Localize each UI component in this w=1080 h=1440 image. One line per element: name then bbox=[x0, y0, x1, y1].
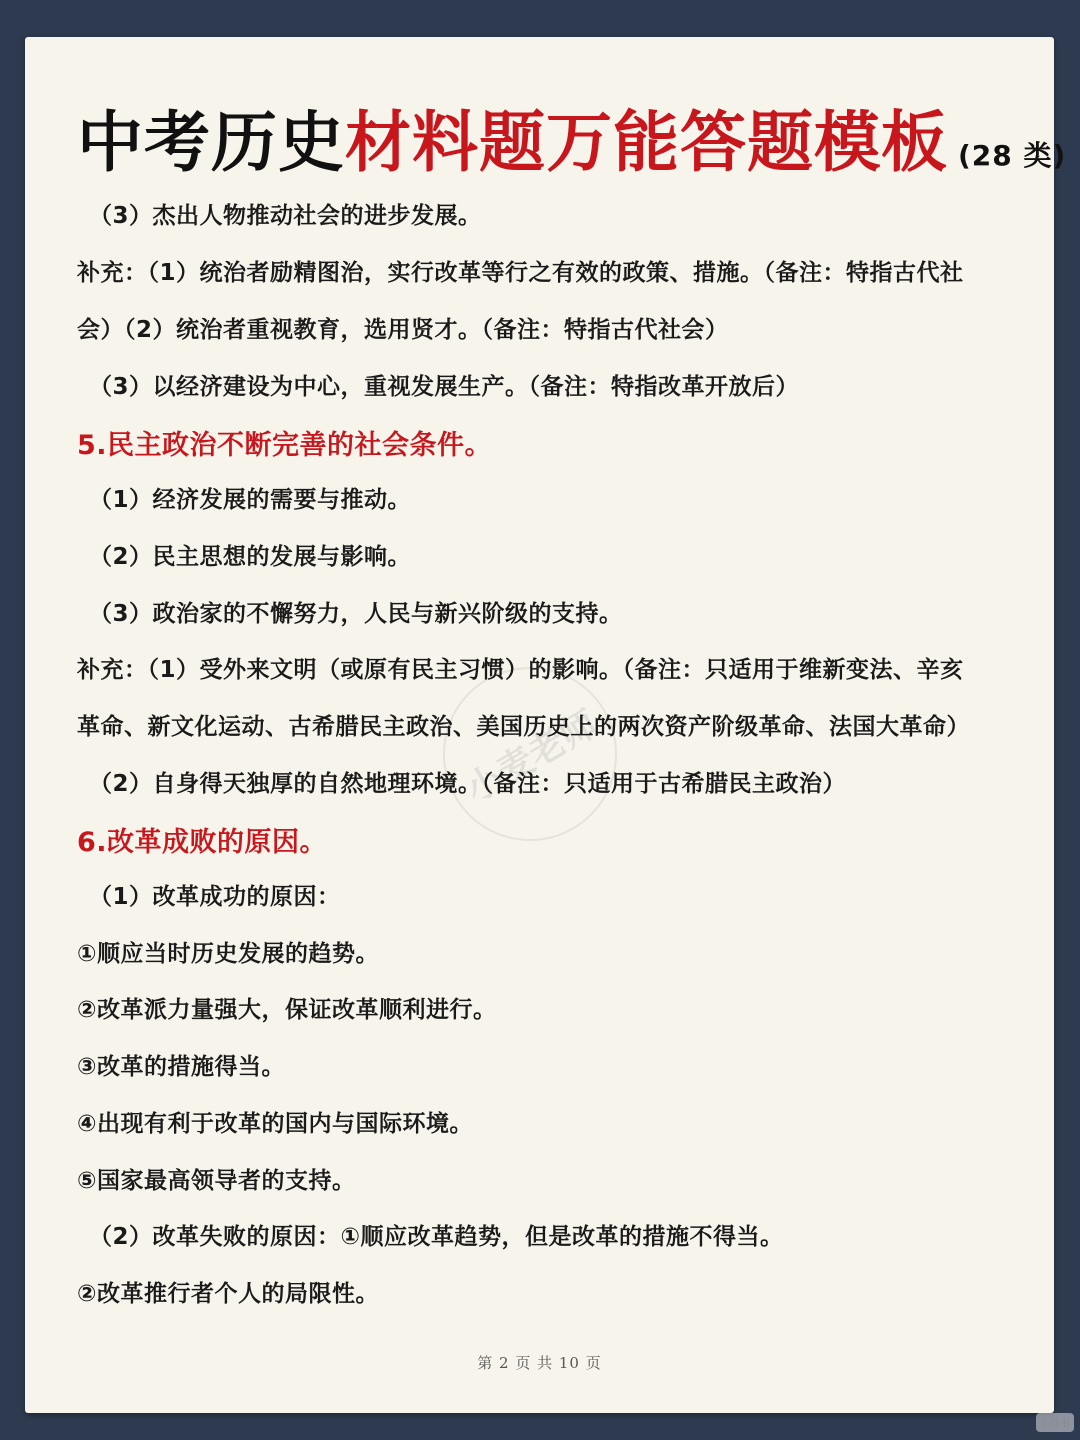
text-line: （3）杰出人物推动社会的进步发展。 bbox=[89, 203, 482, 229]
text-line: （3）以经济建设为中心，重视发展生产。（备注：特指改革开放后） bbox=[89, 374, 800, 400]
text-line: （2）自身得天独厚的自然地理环境。（备注：只适用于古希腊民主政治） bbox=[89, 771, 847, 797]
text-line: 补充：（1）受外来文明（或原有民主习惯）的影响。（备注：只适用于维新变法、辛亥 bbox=[77, 657, 964, 683]
text-line: （2）改革失败的原因：①顺应改革趋势，但是改革的措施不得当。 bbox=[89, 1224, 784, 1250]
text-line: 会）（2）统治者重视教育，选用贤才。（备注：特指古代社会） bbox=[77, 317, 729, 343]
text-line: （1）经济发展的需要与推动。 bbox=[89, 487, 412, 513]
section-heading: 5.民主政治不断完善的社会条件。 bbox=[77, 430, 493, 461]
text-line: 补充：（1）统治者励精图治，实行改革等行之有效的政策、措施。（备注：特指古代社 bbox=[77, 260, 964, 286]
title-black-part: 中考历史 bbox=[77, 104, 345, 181]
corner-watermark: 小红书 bbox=[1036, 1413, 1074, 1432]
page-number-footer: 第 2 页 共 10 页 bbox=[477, 1354, 602, 1372]
text-line: （1）改革成功的原因： bbox=[89, 884, 341, 910]
text-line: ②改革派力量强大，保证改革顺利进行。 bbox=[77, 997, 497, 1023]
text-line: ④出现有利于改革的国内与国际环境。 bbox=[77, 1111, 473, 1137]
watermark-text: 小麦老师 bbox=[458, 702, 605, 811]
page-title bbox=[77, 89, 1066, 184]
text-line: 革命、新文化运动、古希腊民主政治、美国历史上的两次资产阶级革命、法国大革命） bbox=[77, 714, 970, 740]
title-count: (28 类) bbox=[958, 139, 1067, 172]
text-line: （3）政治家的不懈努力，人民与新兴阶级的支持。 bbox=[89, 601, 623, 627]
title-red-part: 材料题万能答题模板 bbox=[345, 104, 948, 181]
section-heading: 6.改革成败的原因。 bbox=[77, 827, 328, 858]
text-line: （2）民主思想的发展与影响。 bbox=[89, 544, 412, 570]
text-line: ③改革的措施得当。 bbox=[77, 1054, 285, 1080]
text-line: ①顺应当时历史发展的趋势。 bbox=[77, 941, 379, 967]
document-page bbox=[25, 37, 1067, 1413]
text-line: ⑤国家最高领导者的支持。 bbox=[77, 1168, 356, 1194]
text-line: ②改革推行者个人的局限性。 bbox=[77, 1281, 379, 1307]
